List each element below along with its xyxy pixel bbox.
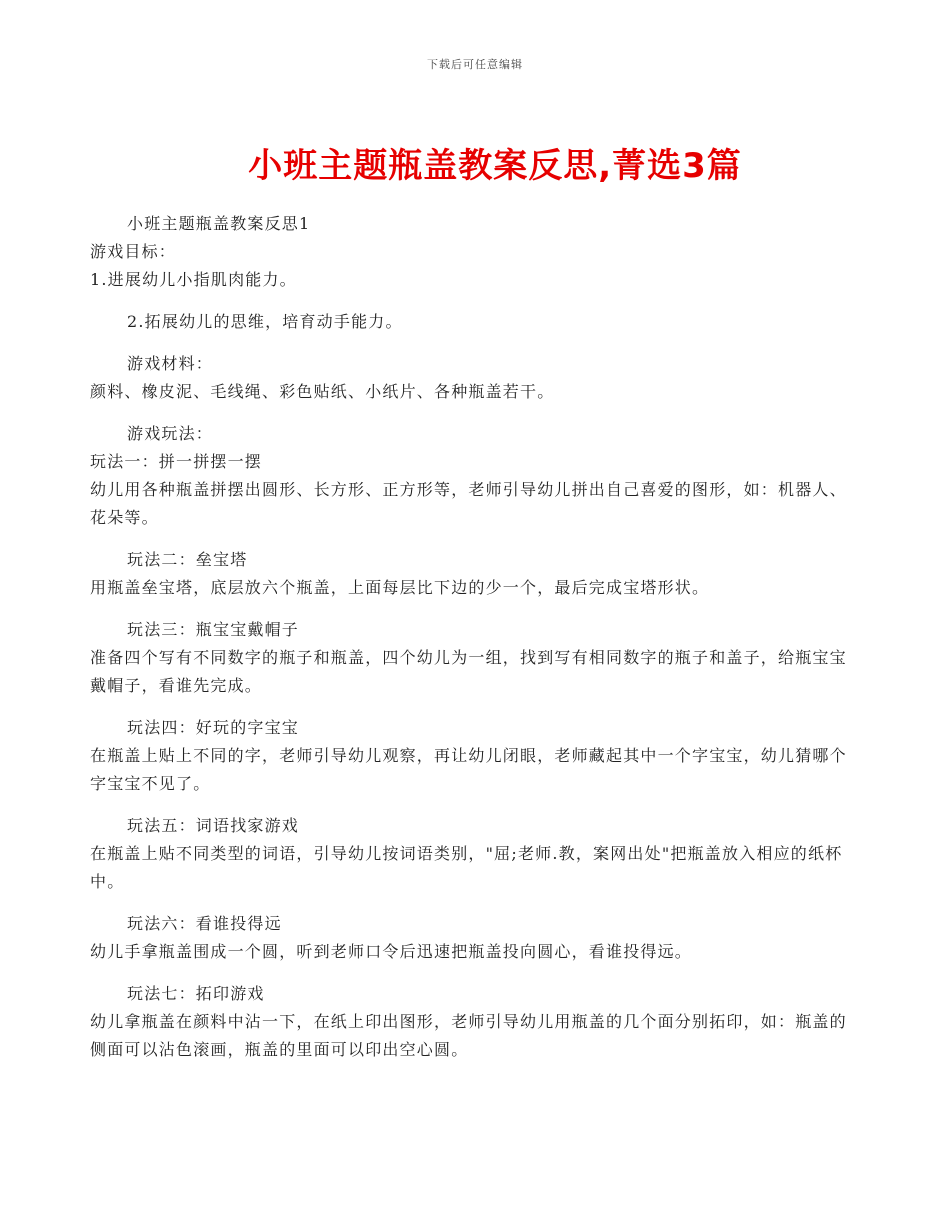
paragraph-label: 游戏玩法： — [127, 424, 214, 443]
paragraph: 幼儿用各种瓶盖拼摆出圆形、长方形、正方形等，老师引导幼儿拼出自己喜爱的图形，如：机器人、花朵等。 — [90, 480, 847, 527]
method-heading: 玩法六：看谁投得远 — [127, 914, 282, 933]
paragraph-label: 游戏目标： — [90, 242, 177, 261]
method-heading: 玩法七：拓印游戏 — [127, 984, 265, 1003]
paragraph: 在瓶盖上贴不同类型的词语，引导幼儿按词语类别，"屈;老师.教，案网出处"把瓶盖放入相应的纸杯中。 — [90, 844, 843, 891]
paragraph-label: 游戏材料： — [127, 354, 214, 373]
section-heading: 小班主题瓶盖教案反思1 — [127, 214, 311, 233]
document-body — [90, 210, 860, 1064]
paragraph: 用瓶盖垒宝塔，底层放六个瓶盖，上面每层比下边的少一个，最后完成宝塔形状。 — [90, 578, 710, 597]
page-header-note: 下载后可任意编辑 — [427, 58, 523, 71]
method-heading: 玩法三：瓶宝宝戴帽子 — [127, 620, 300, 639]
method-heading: 玩法一：拼一拼摆一摆 — [90, 452, 263, 471]
method-heading: 玩法二：垒宝塔 — [127, 550, 248, 569]
document-title: 小班主题瓶盖教案反思,菁选3篇 — [248, 146, 742, 186]
paragraph: 2.拓展幼儿的思维，培育动手能力。 — [127, 312, 403, 331]
paragraph: 幼儿拿瓶盖在颜料中沾一下，在纸上印出图形，老师引导幼儿用瓶盖的几个面分别拓印，如：瓶盖的侧面可以沾色滚画，瓶盖的里面可以印出空心圆。 — [90, 1012, 847, 1059]
method-heading: 玩法五：词语找家游戏 — [127, 816, 300, 835]
paragraph: 在瓶盖上贴上不同的字，老师引导幼儿观察，再让幼儿闭眼，老师藏起其中一个字宝宝，幼儿猜哪个字宝宝不见了。 — [90, 746, 847, 793]
paragraph: 颜料、橡皮泥、毛线绳、彩色贴纸、小纸片、各种瓶盖若干。 — [90, 382, 555, 401]
paragraph: 1.进展幼儿小指肌肉能力。 — [90, 270, 297, 289]
paragraph: 准备四个写有不同数字的瓶子和瓶盖，四个幼儿为一组，找到写有相同数字的瓶子和盖子，给瓶宝宝戴帽子，看谁先完成。 — [90, 648, 847, 695]
method-heading: 玩法四：好玩的字宝宝 — [127, 718, 300, 737]
paragraph: 幼儿手拿瓶盖围成一个圆，听到老师口令后迅速把瓶盖投向圆心，看谁投得远。 — [90, 942, 693, 961]
